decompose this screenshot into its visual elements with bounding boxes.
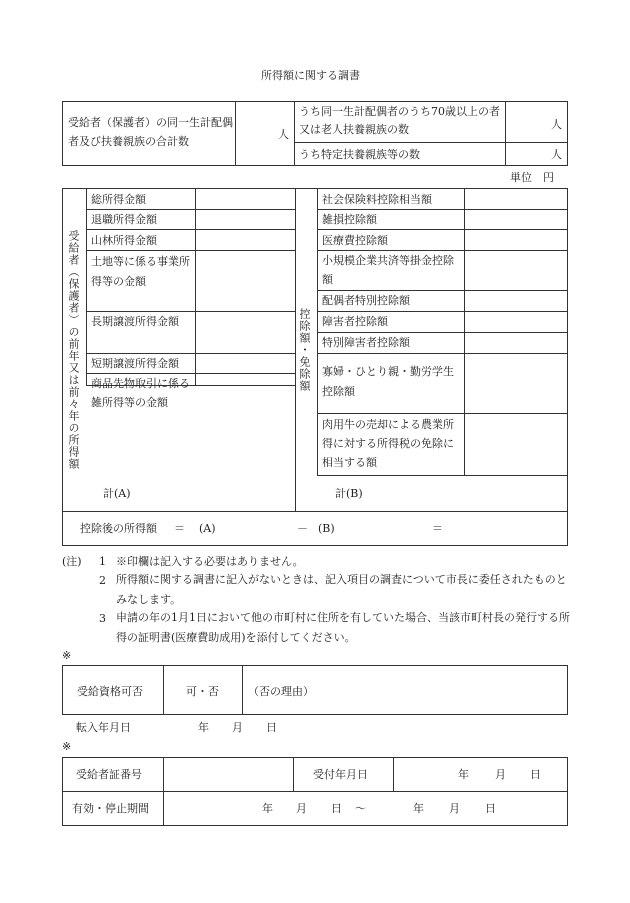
deduction-item: 小規模企業共済等掛金控除額	[322, 254, 454, 286]
divider	[295, 188, 296, 511]
after-deduction-b: (B)	[318, 522, 335, 535]
deduction-item: 障害者控除額	[322, 315, 388, 328]
note-text: 所得額に関する調書に記入がないときは、記入項目の調査について市長に委任されたものとみなします。	[116, 573, 567, 606]
elderly-count-label: うち同一生計配偶者のうち70歳以上の者又は老人扶養親族の数	[299, 105, 500, 136]
period-end-day: 日	[485, 802, 496, 815]
note-text: 申請の年の1月1日において他の市町村に住所を有していた場合、当該市町村長の発行する所得の証明書(医療費助成用)を添付してください。	[116, 611, 570, 644]
divider	[294, 101, 295, 166]
specific-count-label: うち特定扶養親族等の数	[299, 148, 420, 161]
period-tilde: ～	[355, 802, 366, 815]
transfer-year: 年	[198, 721, 209, 734]
deduction-item: 特別障害者控除額	[322, 336, 410, 349]
income-item: 土地等に係る事業所得等の金額	[91, 255, 190, 288]
divider	[505, 101, 506, 166]
divider	[317, 229, 568, 230]
transfer-month: 月	[232, 721, 243, 734]
received-month: 月	[495, 768, 506, 781]
divider	[86, 229, 295, 230]
transfer-day: 日	[266, 721, 277, 734]
family-total-unit: 人	[278, 128, 289, 141]
period-end-year: 年	[413, 802, 424, 815]
divider	[294, 142, 568, 143]
divider	[195, 188, 196, 385]
deduction-item: 雑損控除額	[322, 213, 377, 226]
divider	[235, 101, 236, 166]
income-side-label: 受給者（保護者）の前年又は前々年の所得額	[67, 230, 80, 470]
cert-number-label: 受給者証番号	[76, 768, 142, 781]
period-start-month: 月	[296, 802, 307, 815]
after-deduction-minus: －	[297, 522, 308, 535]
transfer-date-label: 転入年月日	[76, 721, 131, 734]
income-item: 退職所得金額	[91, 213, 157, 226]
divider	[62, 791, 568, 792]
after-deduction-eq1: ＝	[174, 522, 185, 535]
divider	[86, 188, 87, 385]
period-start-day: 日	[331, 802, 342, 815]
income-item: 短期譲渡所得金額	[91, 357, 179, 370]
eligibility-label: 受給資格可否	[77, 685, 143, 698]
family-total-label: 受給者（保護者）の同一生計配偶者及び扶養親族の合計数	[68, 116, 233, 148]
divider	[317, 290, 568, 291]
deduction-item: 寡婦・ひとり親・勤労学生控除額	[322, 365, 454, 398]
divider	[242, 665, 243, 715]
received-day: 日	[530, 768, 541, 781]
page-title: 所得額に関する調書	[261, 69, 360, 82]
deduction-side-label: 控除額・免除額	[298, 308, 311, 392]
deduction-item: 社会保険料控除相当額	[322, 193, 432, 206]
divider	[317, 475, 568, 476]
divider	[163, 757, 164, 826]
reason-label: （否の理由）	[248, 685, 314, 698]
divider	[317, 413, 568, 414]
deduction-item: 肉用牛の売却による農業所得に対する所得税の免除に相当する額	[322, 418, 454, 469]
income-item: 長期譲渡所得金額	[91, 315, 179, 328]
income-item: 総所得金額	[91, 193, 146, 206]
received-year: 年	[458, 768, 469, 781]
divider	[62, 511, 568, 512]
note-number: 3	[99, 612, 106, 625]
divider	[86, 353, 295, 354]
deduction-item: 配偶者特別控除額	[322, 294, 410, 307]
divider	[163, 665, 164, 715]
divider	[317, 209, 568, 210]
income-item: 商品先物取引に係る雑所得等の金額	[91, 377, 190, 409]
specific-count-unit: 人	[551, 148, 562, 161]
valid-period-label: 有効・停止期間	[72, 802, 149, 815]
after-deduction-label: 控除後の所得額	[80, 522, 157, 535]
deduction-item: 医療費控除額	[322, 234, 388, 247]
after-deduction-a: (A)	[199, 522, 216, 535]
elderly-count-unit: 人	[551, 118, 562, 131]
income-total-label: 計(A)	[103, 487, 131, 500]
eligibility-value: 可・否	[186, 685, 219, 698]
period-start-year: 年	[262, 802, 273, 815]
office-mark: ※	[62, 740, 72, 753]
divider	[393, 757, 394, 791]
divider	[293, 757, 294, 791]
notes-prefix: (注)	[62, 555, 82, 568]
office-mark: ※	[62, 649, 72, 662]
income-item: 山林所得金額	[91, 234, 157, 247]
after-deduction-eq2: ＝	[432, 522, 443, 535]
divider	[317, 332, 568, 333]
received-date-label: 受付年月日	[313, 768, 368, 781]
divider	[317, 311, 568, 312]
deduction-total-label: 計(B)	[335, 487, 363, 500]
period-end-month: 月	[449, 802, 460, 815]
divider	[86, 311, 295, 312]
note-number: 1	[99, 555, 106, 568]
divider	[86, 209, 295, 210]
unit-label: 単位 円	[510, 171, 554, 184]
note-text: ※印欄は記入する必要はありません。	[116, 555, 304, 568]
divider	[317, 353, 568, 354]
note-number: 2	[99, 574, 106, 587]
divider	[86, 250, 295, 251]
